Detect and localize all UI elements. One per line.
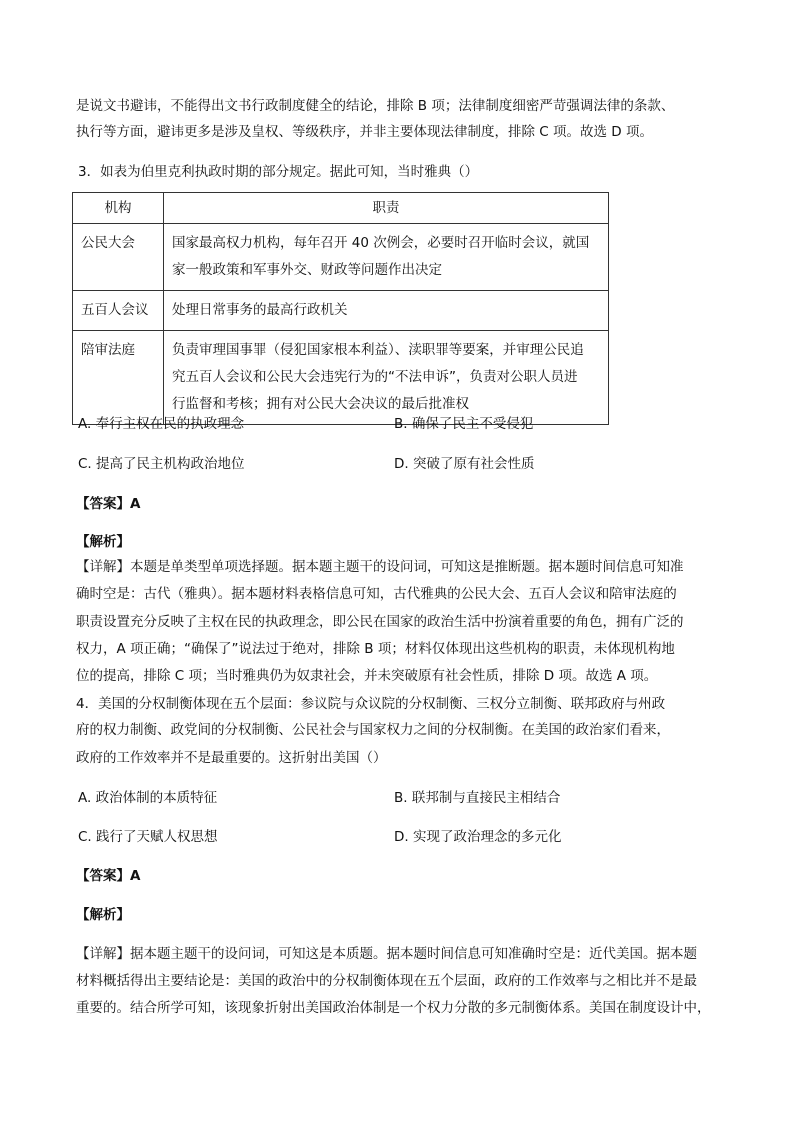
q4-detail-line-1: 【详解】据本题主题干的设问词，可知这是本质题。据本题时间信息可知准确时空是：近代美国。据本题: [76, 946, 697, 962]
institution-name: 陪审法庭: [73, 331, 164, 425]
q4-option-d: D. 实现了政治理念的多元化: [394, 829, 562, 845]
q4-stem-line-1: 4．美国的分权制衡体现在五个层面：参议院与众议院的分权制衡、三权分立制衡、联邦政府与州政: [76, 696, 666, 712]
institution-name: 五百人会议: [73, 291, 164, 331]
q4-answer: 【答案】A: [76, 868, 141, 884]
q3-detail-line-4: 权力，A 项正确；“确保了”说法过于绝对，排除 B 项；材料仅体现出这些机构的职责，未体现机构地: [76, 641, 675, 657]
institution-duty: [164, 224, 609, 291]
duty-line: 究五百人会议和公民大会违宪行为的“不法申诉”，负责对公职人员进: [172, 369, 578, 385]
q4-detail-line-3: 重要的。结合所学可知，该现象折射出美国政治体制是一个权力分散的多元制衡体系。美国在制度设计中，: [76, 1000, 711, 1016]
q3-option-d: D. 突破了原有社会性质: [394, 456, 535, 472]
institutions-table: [72, 192, 609, 425]
q3-option-c: C. 提高了民主机构政治地位: [78, 456, 245, 472]
q3-detail-line-3: 职责设置充分反映了主权在民的执政理念，即公民在国家的政治生活中扮演着重要的角色，拥有广泛的: [76, 614, 684, 630]
duty-line: 行监督和考核；拥有对公民大会决议的最后批准权: [172, 396, 469, 412]
header-institution: 机构: [73, 193, 164, 224]
table-header-row: [73, 193, 609, 224]
institution-name: 公民大会: [73, 224, 164, 291]
table-row: [73, 291, 609, 331]
q4-analysis-label: 【解析】: [76, 907, 130, 923]
q3-detail-line-1: 【详解】本题是单类型单项选择题。据本题主题干的设问词，可知这是推断题。据本题时间信息可知准: [76, 559, 684, 575]
q4-option-b: B. 联邦制与直接民主相结合: [394, 790, 561, 806]
table-row: [73, 331, 609, 425]
q3-option-a: A. 奉行主权在民的执政理念: [78, 416, 245, 432]
institution-duty: [164, 291, 609, 331]
q4-option-a: A. 政治体制的本质特征: [78, 790, 218, 806]
q3-stem: 3．如表为伯里克利执政时期的部分规定。据此可知，当时雅典（）: [78, 164, 479, 180]
duty-line: 负责审理国事罪（侵犯国家根本利益）、渎职罪等要案，并审理公民追: [172, 342, 584, 358]
table-row: [73, 224, 609, 291]
duty-line: 处理日常事务的最高行政机关: [172, 302, 348, 318]
q4-stem-line-3: 政府的工作效率并不是最重要的。这折射出美国（）: [76, 750, 387, 766]
q2-explanation-line-2: 执行等方面，避讳更多是涉及皇权、等级秩序，并非主要体现法律制度，排除 C 项。故选 D 项。: [76, 124, 653, 140]
q3-option-b: B. 确保了民主不受侵犯: [394, 416, 534, 432]
duty-line: 国家最高权力机构，每年召开 40 次例会，必要时召开临时会议，就国: [172, 235, 590, 251]
institution-duty: [164, 331, 609, 425]
q4-detail-line-2: 材料概括得出主要结论是：美国的政治中的分权制衡体现在五个层面，政府的工作效率与之相比并不是最: [76, 973, 697, 989]
q4-stem-line-2: 府的权力制衡、政党间的分权制衡、公民社会与国家权力之间的分权制衡。在美国的政治家们看来，: [76, 722, 670, 738]
q4-option-c: C. 践行了天赋人权思想: [78, 829, 218, 845]
duty-line: 家一般政策和军事外交、财政等问题作出决定: [172, 262, 442, 278]
header-duty: 职责: [164, 193, 609, 224]
q3-detail-line-5: 位的提高，排除 C 项；当时雅典仍为奴隶社会，并未突破原有社会性质，排除 D 项。故选 A 项。: [76, 668, 658, 684]
q3-analysis-label: 【解析】: [76, 534, 130, 550]
q2-explanation-line-1: 是说文书避讳，不能得出文书行政制度健全的结论，排除 B 项；法律制度细密严苛强调法律的条款、: [76, 98, 675, 114]
q3-detail-line-2: 确时空是：古代（雅典）。据本题材料表格信息可知，古代雅典的公民大会、五百人会议和陪审法庭的: [76, 586, 677, 602]
q3-answer: 【答案】A: [76, 496, 141, 512]
